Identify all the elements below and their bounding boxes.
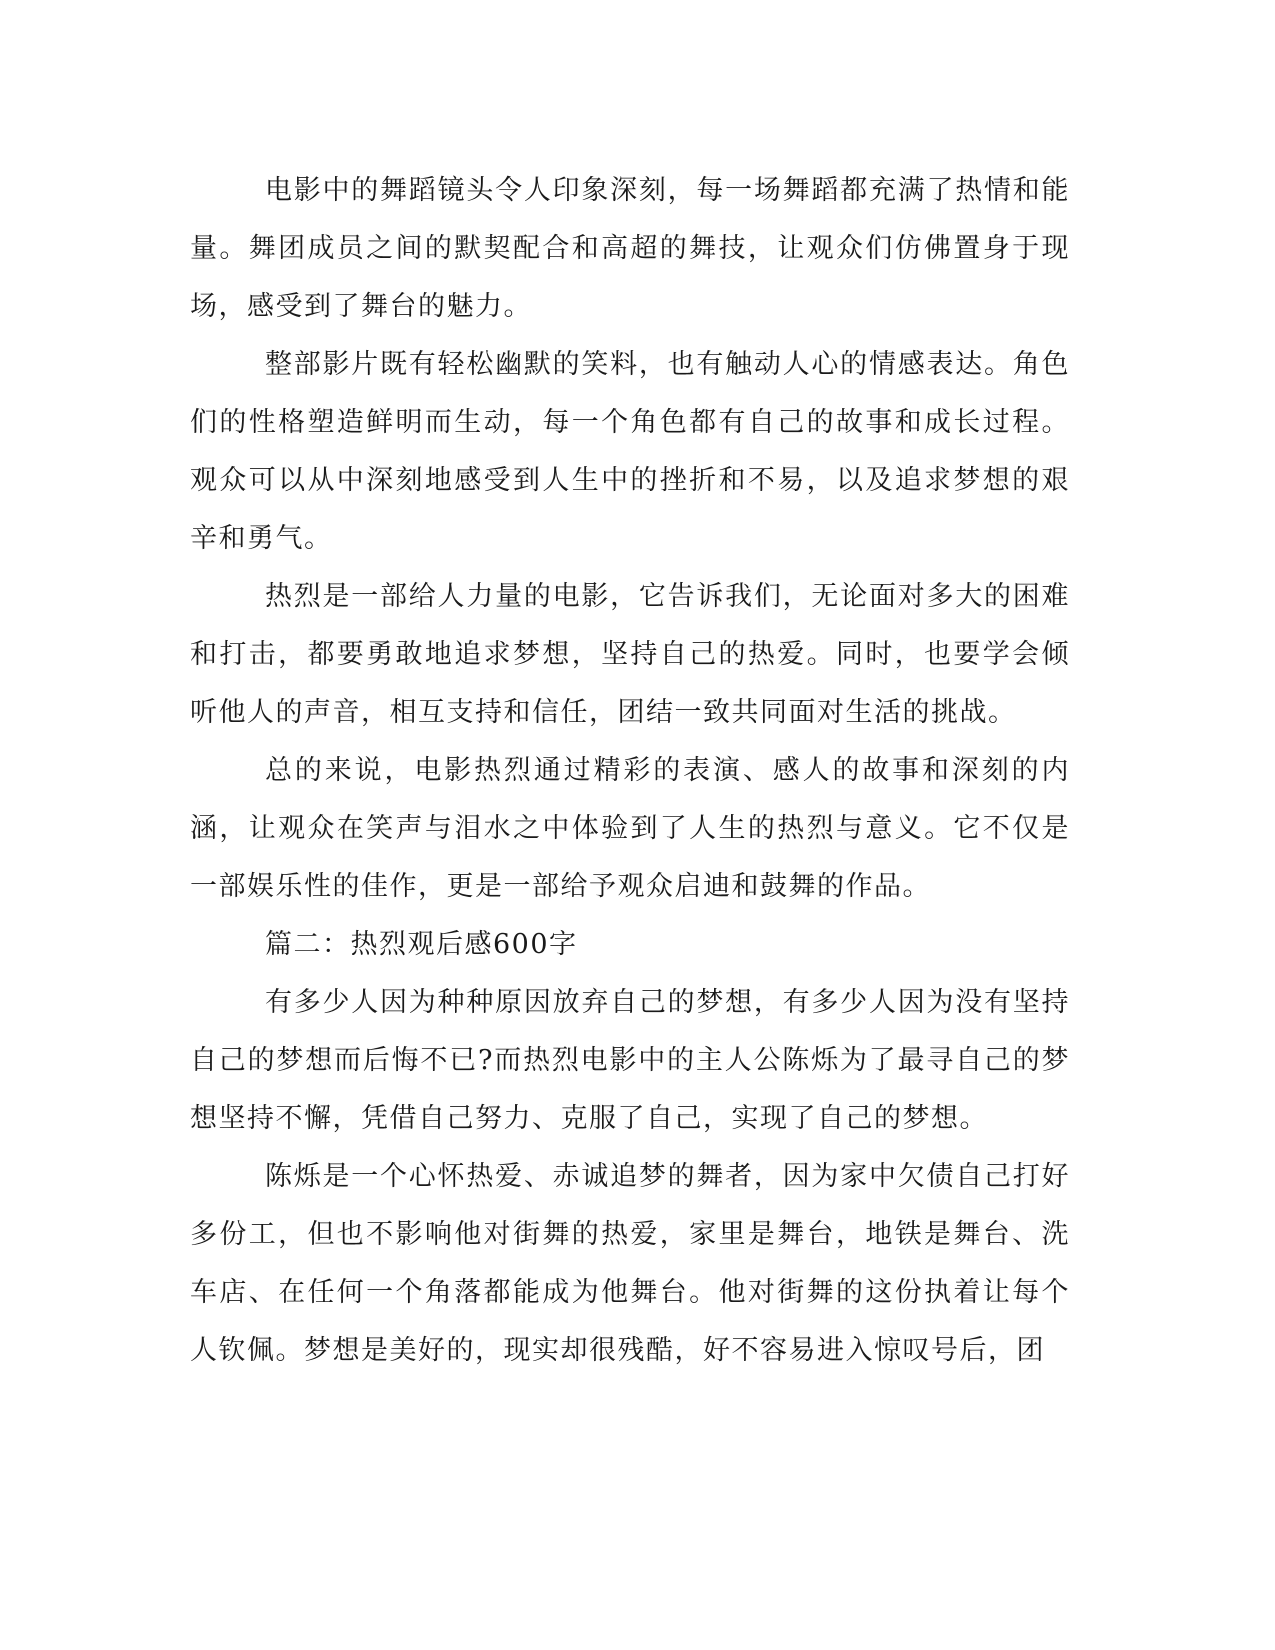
text-line: 们的性格塑造鲜明而生动，每一个角色都有自己的故事和成长过程。 [190,407,1070,438]
document-body [190,162,1070,1380]
text-line: 多份工，但也不影响他对街舞的热爱，家里是舞台，地铁是舞台、洗 [190,1219,1070,1250]
text-line: 热烈是一部给人力量的电影，它告诉我们，无论面对多大的困难 [265,581,1070,612]
paragraph-dance-scenes [190,162,1070,336]
text-line: 总的来说，电影热烈通过精彩的表演、感人的故事和深刻的内涵 [190,755,1070,844]
text-line: 部娱乐性的佳作，更是一部给予观众启迪和鼓舞的作品。 [218,871,931,902]
text-line: 整部影片既有轻松幽默的笑料，也有触动人心的情感表达。角色 [265,349,1070,380]
text-line: 人钦佩。梦想是美好的，现实却很残酷，好不容易进入惊叹号后，团 [190,1335,1045,1366]
text-line: 电影中的舞蹈镜头令人印象深刻，每一场舞蹈都充满了热情和能 [265,175,1070,206]
text-line: 陈烁是一个心怀热爱、赤诚追梦的舞者，因为家中欠债自己打好 [265,1161,1070,1192]
text-line: 自己的梦想而后悔不已?而热烈电影中的主人公陈烁为了最寻自己的梦 [190,1045,1070,1076]
text-line: 有多少人因为种种原因放弃自己的梦想，有多少人因为没有坚持 [265,987,1070,1018]
text-line: 场，感受到了舞台的魅力。 [190,291,532,322]
text-line: 量。舞团成员之间的默契配合和高超的舞技，让观众们仿佛置身于现 [190,233,1070,264]
text-line: 听他人的声音，相互支持和信任，团结一致共同面对生活的挑战。 [190,697,1017,728]
text-line: 篇二：热烈观后感600字 [265,929,578,960]
text-line: ，让观众在笑声与泪水之中体验到了人生的热烈与意义。它不仅是一 [190,813,1071,902]
paragraph-dreams-intro [190,974,1070,1148]
paragraph-conclusion [190,742,1070,916]
section-heading [190,916,1070,974]
text-line: 想坚持不懈，凭借自己努力、克服了自己，实现了自己的梦想。 [190,1103,988,1134]
text-line: 和打击，都要勇敢地追求梦想，坚持自己的热爱。同时，也要学会倾 [190,639,1070,670]
text-line: 车店、在任何一个角落都能成为他舞台。他对街舞的这份执着让每个 [190,1277,1070,1308]
paragraph-film-message [190,568,1070,742]
text-line: 观众可以从中深刻地感受到人生中的挫折和不易，以及追求梦想的艰 [190,465,1070,496]
paragraph-chen-shuo [190,1148,1070,1380]
paragraph-humor-and-emotion [190,336,1070,568]
text-line: 辛和勇气。 [190,523,333,554]
